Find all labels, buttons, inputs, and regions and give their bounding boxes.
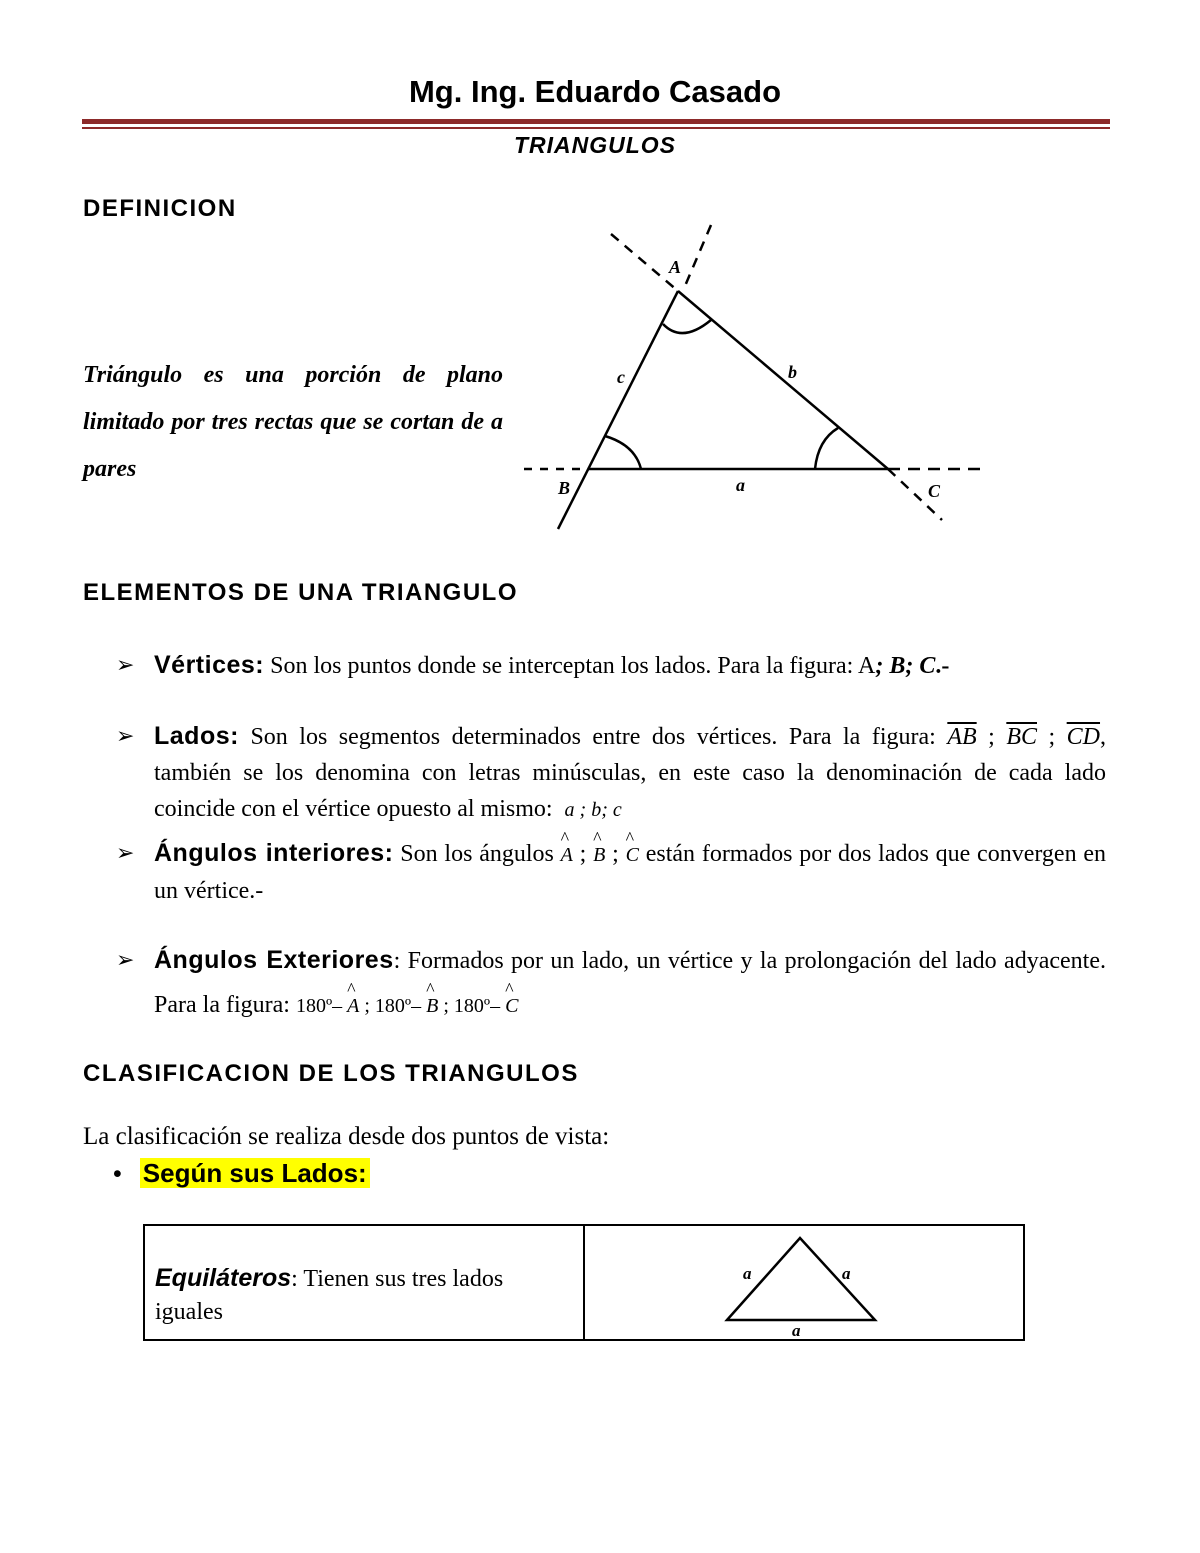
bullet-dot-icon: • xyxy=(113,1160,122,1188)
equilateros-cell: Equiláteros: Tienen sus tres lados iguales xyxy=(155,1264,504,1325)
ext-angle-c: ^ C xyxy=(505,984,518,1028)
angle-a-hat: ^ A xyxy=(561,837,573,873)
angle-arc-a xyxy=(663,320,711,333)
angle-arc-c xyxy=(815,428,838,469)
vertex-label-c: C xyxy=(928,481,941,501)
section-heading-definicion: DEFINICION xyxy=(83,195,237,222)
clasificacion-table xyxy=(143,1224,1025,1341)
equilateros-text: Tienen sus tres lados iguales xyxy=(155,1266,504,1325)
lados-letters: a ; b; c xyxy=(564,799,622,821)
vertices-values: ; B; C xyxy=(875,653,936,679)
side-label-b: b xyxy=(788,362,797,382)
angle-b-hat: ^ B xyxy=(593,837,605,873)
arrow-bullet-icon: ➢ xyxy=(116,652,135,677)
extension-line-ab xyxy=(611,234,678,291)
angle-c-hat: ^ C xyxy=(626,837,639,873)
document-title: TRIANGULOS xyxy=(513,132,677,158)
angle-arc-b xyxy=(605,436,641,469)
segun-lados-bullet xyxy=(113,1158,370,1189)
vertices-label: Vértices: xyxy=(154,651,265,679)
header-rule xyxy=(82,119,1110,124)
side-c-line xyxy=(558,291,678,529)
lados-text-2: , también se los denomina con letras minúsculas, en este caso la denominación de cada lado coincide con el vértice opuesto al mismo: xyxy=(154,724,1107,822)
extension-line-ac xyxy=(685,225,711,286)
arrow-bullet-icon: ➢ xyxy=(116,947,135,972)
equi-side-bottom-label: a xyxy=(792,1321,801,1339)
triangle-figure xyxy=(510,210,990,535)
lados-text-1: Son los segmentos determinados entre dos vértices. Para la figura: xyxy=(238,724,936,750)
segment-bc: $\overline{BC}$ xyxy=(1006,724,1037,750)
equilateral-triangle-figure xyxy=(585,1226,1021,1339)
arrow-bullet-icon: ➢ xyxy=(116,723,135,748)
vertices-text: Son los puntos donde se interceptan los lados. Para la figura: A xyxy=(264,653,876,679)
lados-label: Lados: xyxy=(154,722,239,750)
section-heading-clasificacion: CLASIFICACION DE LOS TRIANGULOS xyxy=(83,1060,579,1087)
arrow-bullet-icon: ➢ xyxy=(116,840,135,865)
bullet-angulos-exteriores: ➢ Ángulos Exteriores: Formados por un lado, un vértice y la prolongación del lado adyacente. Para la figura: 180º– ^ A ; 180º– ^ B ; 180º– ^ C xyxy=(116,938,1106,1028)
ext-angle-b: ^ B xyxy=(426,984,438,1028)
vertex-label-b: B xyxy=(558,478,571,498)
ext-angle-a: ^ A xyxy=(347,984,359,1028)
bullet-lados: ➢ Lados: Son los segmentos determinados entre dos vértices. Para la figura: $\overline{AB}$ ; $\overline{BC}$ ; $\overline{CD}$, también se los denomina con letras minúsculas, en este caso la denominación de cada lado coincide con el vértice opuesto al mismo: a ; b; c xyxy=(116,718,1106,828)
vertices-end: .- xyxy=(935,653,950,679)
interiores-text-1: Son los ángulos xyxy=(393,841,561,867)
exteriores-label: Ángulos Exteriores xyxy=(154,946,394,974)
vertex-label-a: A xyxy=(669,257,682,277)
definition-text: Triángulo es una porción de plano limitado por tres rectas que se cortan de a pares xyxy=(83,362,503,482)
header-rule-thin xyxy=(82,127,1110,129)
side-label-a: a xyxy=(736,475,745,495)
interiores-label: Ángulos interiores: xyxy=(154,839,394,867)
segun-lados-label: Según sus Lados: xyxy=(140,1158,370,1188)
clasificacion-intro: La clasificación se realiza desde dos puntos de vista: xyxy=(83,1123,610,1150)
side-b-line xyxy=(678,291,888,469)
interiores-text-2: están formados por dos lados que convergen en un vértice.- xyxy=(154,841,1107,904)
segment-cd: $\overline{CD}$ xyxy=(1066,724,1101,750)
equi-side-right-label: a xyxy=(842,1264,851,1283)
exteriores-text: Formados por un lado, un vértice y la prolongación del lado adyacente. Para la figura: xyxy=(154,948,1106,1018)
equilateros-label: Equiláteros xyxy=(155,1264,292,1292)
side-label-c: c xyxy=(617,367,625,387)
bullet-angulos-interiores: ➢ Ángulos interiores: Son los ángulos ^ A ; ^ B ; ^ C están formados por dos lados que convergen en un vértice.- xyxy=(116,835,1106,909)
header-author: Mg. Ing. Eduardo Casado xyxy=(408,74,781,109)
bullet-vertices xyxy=(116,647,1106,684)
section-heading-elementos: ELEMENTOS DE UNA TRIANGULO xyxy=(83,579,519,606)
segment-ab: $\overline{AB}$ xyxy=(947,724,977,750)
equi-side-left-label: a xyxy=(743,1264,752,1283)
